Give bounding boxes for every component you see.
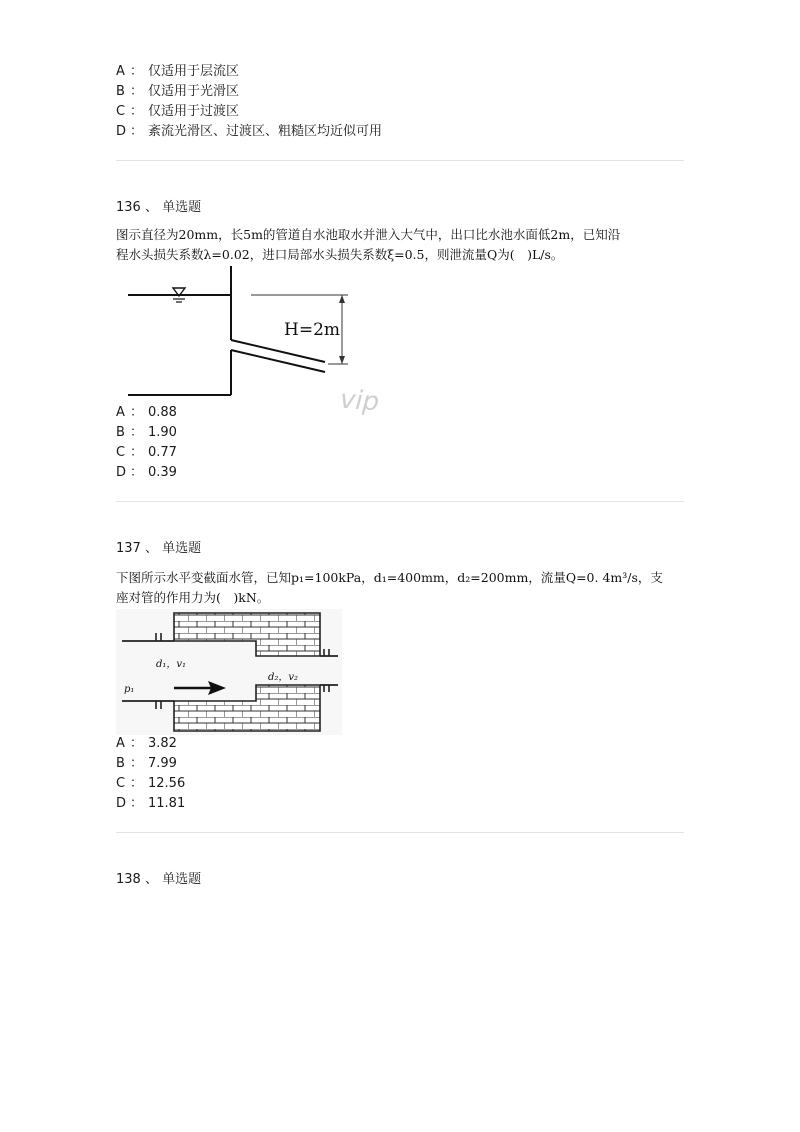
pressure-label: p₁ [124, 684, 135, 695]
option-b[interactable]: B ： 1.90 [116, 425, 177, 440]
reservoir-pipe-figure [116, 266, 416, 402]
divider [116, 160, 684, 161]
divider [116, 832, 684, 833]
option-d[interactable]: D ： 0.39 [116, 465, 177, 480]
question-137-stem: 下图所示水平变截面水管，已知p₁=100kPa，d₁=400mm，d₂=200mm，流量Q=0. 4m³/s，支 座对管的作用力为( )kN。 [116, 570, 663, 605]
question-137-header: 137 、 单选题 [116, 541, 202, 556]
option-b[interactable]: B ： 7.99 [116, 756, 177, 771]
question-138-header: 138 、 单选题 [116, 872, 202, 887]
question-136-header: 136 、 单选题 [116, 200, 202, 215]
pipe-lower-wall [231, 350, 325, 372]
option-a[interactable]: A ： 仅适用于层流区 [116, 64, 240, 79]
option-d[interactable]: D ： 紊流光滑区、过渡区、粗糙区均近似可用 [116, 124, 383, 139]
arrow-up-icon [339, 295, 345, 303]
height-label: H=2m [284, 320, 341, 340]
option-c[interactable]: C ： 0.77 [116, 445, 177, 460]
question-136-stem: 图示直径为20mm，长5m的管道自水池取水并泄入大气中，出口比水池水面低2m，已知沿 程水头损失系数λ=0.02，进口局部水头损失系数ξ=0.5，则泄流量Q为( )L/s。 [116, 227, 621, 262]
option-d[interactable]: D ： 11.81 [116, 796, 186, 811]
watermark: vip [339, 384, 381, 418]
pipe-upper-wall [231, 340, 325, 362]
option-a[interactable]: A ： 3.82 [116, 736, 177, 751]
divider [116, 501, 684, 502]
arrow-down-icon [339, 356, 345, 364]
option-a[interactable]: A ： 0.88 [116, 405, 177, 420]
option-c[interactable]: C ： 仅适用于过渡区 [116, 104, 240, 119]
reducing-pipe-figure [116, 609, 342, 735]
section-2-label: d₂，v₂ [268, 672, 299, 683]
section-1-label: d₁，v₁ [156, 659, 187, 670]
option-b[interactable]: B ： 仅适用于光滑区 [116, 84, 240, 99]
option-c[interactable]: C ： 12.56 [116, 776, 186, 791]
